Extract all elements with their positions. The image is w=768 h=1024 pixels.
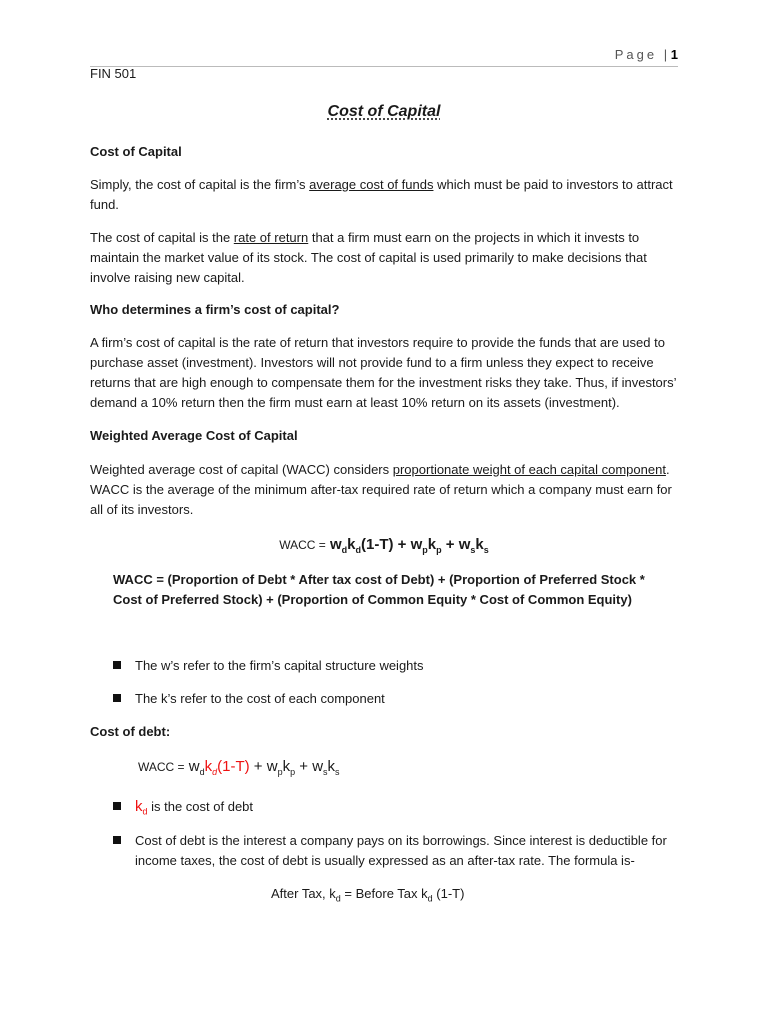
square-bullet-icon xyxy=(113,661,121,669)
paragraph-definition: Simply, the cost of capital is the firm’s average cost of funds which must be paid to investors to attract fund. xyxy=(90,177,673,212)
document-title: Cost of Capital xyxy=(327,103,441,120)
underlined-term: rate of return xyxy=(233,230,309,245)
wacc-formula-debt-highlight: WACC = $w_dk_d(1-T) + w_pk_p + w_sk_s$ xyxy=(138,758,340,777)
wacc-formula-words: WACC = (Proportion of Debt * After tax cost of Debt) + (Proportion of Preferred Stock * Cost of Preferred Stock) + (Proportion of Common Equity * Cost of Common Equity) xyxy=(113,572,645,607)
after-tax-formula: After Tax, $k_d$ = Before Tax $k_d$ (1-T) xyxy=(271,886,465,904)
document-page: Page | 1 FIN 501 Cost of Capital Cost of Capital Simply, the cost of capital is the firm’s average cost of funds which must be paid to investors to attract fund. The cost of capital is the rate of return that a firm must earn on the projects in which it invests to maintain the market value of its stock. The cost of capital is used primarily to make decisions that involve raising new capital. Who determines a firm’s cost of capital? A firm’s cost of capital is the rate of return that investors require to provide the funds that are used to purchase asset (investment). Investors will not provide fund to a firm unless they expect to receive returns that are high enough to compensate them for the investment risks they take. Thus, if investors’ demand a 10% return then the firm must earn at least 10% return on its assets (investment). Weighted Average Cost of Capital Weighted average cost of capital (WACC) considers proportionate weight of each capital component. WACC is the average of the minimum after-tax required rate of return which a company must earn for all of its investors. WACC = $w_dk_d(1-T) + w_pk_p + w_sk_s$ WACC = (Proportion of Debt * After tax cost of Debt) + (Proportion of Preferred Stock * Cost of Preferred Stock) + (Proportion of Common Equity * Cost of Common Equity) The w’s refer to the firm’s capital structure weights The k’s refer to the cost of each component Cost of debt: WACC = $w_dk_d(1-T) + w_pk_p + w_sk_s$ $k_d$ is the cost of debt Cost of debt is the interest a company pays on its borrowings. Since interest is deductible for income taxes, the cost of debt is usually expressed as an after-tax rate. The formula is- After Tax, $k_d$ = Before Tax $k_d$ (1-T) xyxy=(0,0,768,1024)
underlined-term: average cost of funds xyxy=(309,177,434,192)
paragraph-rate-of-return: The cost of capital is the rate of return that a firm must earn on the projects in which it invests to maintain the market value of its stock. The cost of capital is used primarily to make decisions that involve raising new capital. xyxy=(90,230,647,285)
page-word: Page xyxy=(614,47,658,62)
section-heading-cost-of-debt: Cost of debt: xyxy=(90,724,171,739)
square-bullet-icon xyxy=(113,802,121,810)
section-heading-cost-of-capital: Cost of Capital xyxy=(90,144,182,159)
wacc-formula: WACC = $w_dk_d(1-T) + w_pk_p + w_sk_s$ xyxy=(279,536,489,555)
section-heading-who-determines: Who determines a firm’s cost of capital? xyxy=(90,302,340,317)
square-bullet-icon xyxy=(113,836,121,844)
page-header: Page | 1 xyxy=(614,47,678,62)
page-number: 1 xyxy=(670,47,678,62)
square-bullet-icon xyxy=(113,694,121,702)
header-rule xyxy=(90,66,678,67)
section-heading-wacc: Weighted Average Cost of Capital xyxy=(90,428,298,443)
underlined-term: proportionate weight of each capital component xyxy=(392,462,666,477)
course-code: FIN 501 xyxy=(90,66,137,81)
paragraph-investors: A firm’s cost of capital is the rate of return that investors require to provide the funds that are used to purchase asset (investment). Investors will not provide fund to a firm unless they expect to receive returns that are high enough to compensate them for the investment risks they take. Thus, if investors’ demand a 10% return then the firm must earn at least 10% return on its assets (investment). xyxy=(90,335,677,410)
paragraph-wacc: Weighted average cost of capital (WACC) considers proportionate weight of each capital component. WACC is the average of the minimum after-tax required rate of return which a company must earn for all of its investors. xyxy=(90,462,672,517)
